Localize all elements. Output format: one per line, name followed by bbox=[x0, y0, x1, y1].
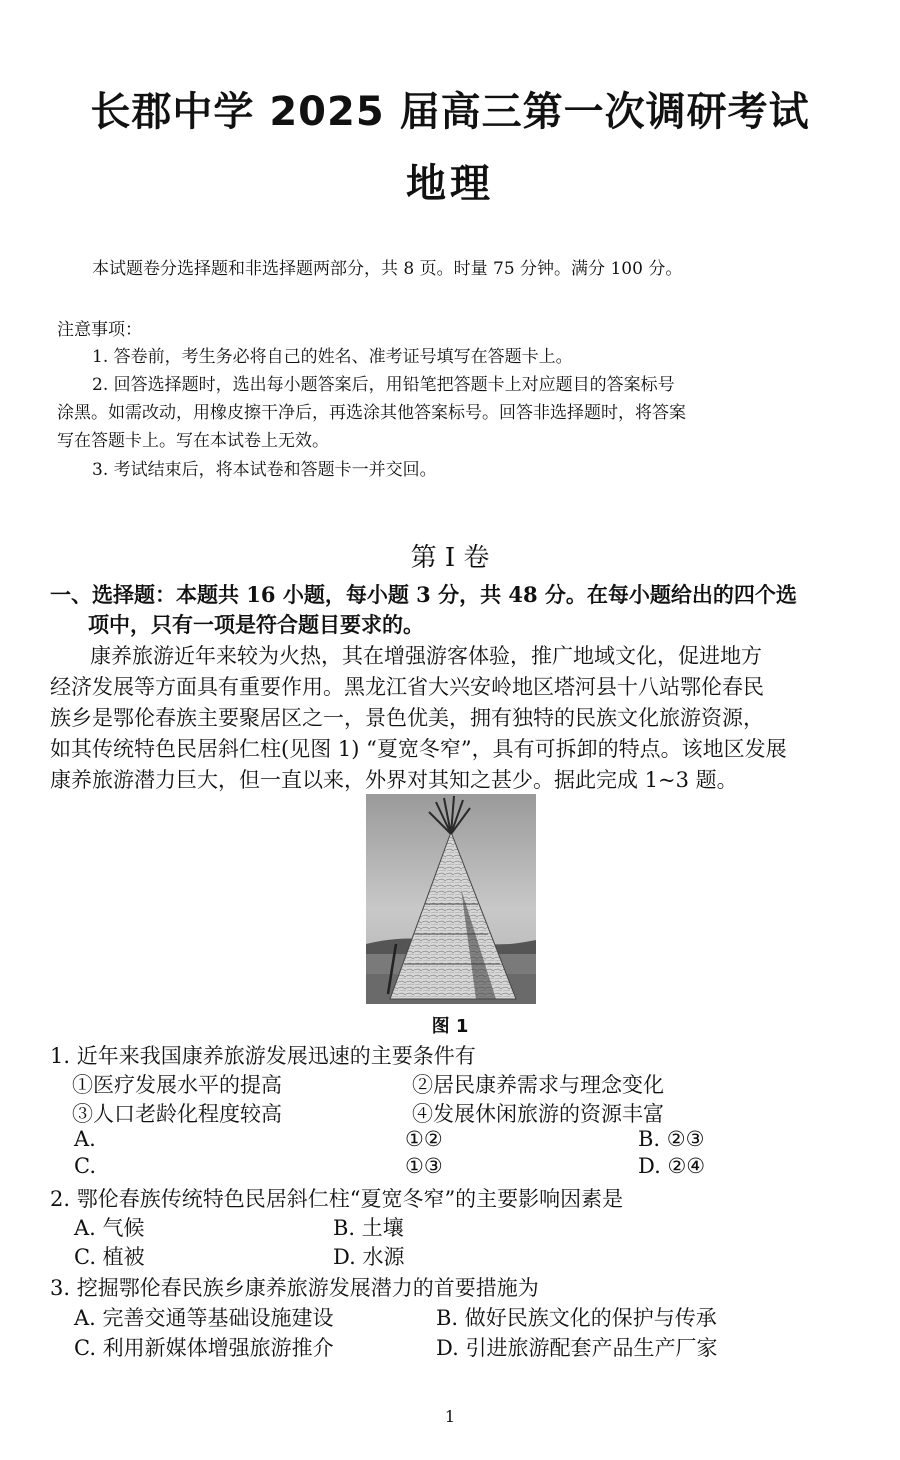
option-c[interactable]: C. 利用新媒体增强旅游推介 bbox=[74, 1336, 334, 1360]
notice-line: 写在答题卡上。写在本试卷上无效。 bbox=[57, 431, 329, 451]
option-c[interactable]: C. 植被 bbox=[74, 1245, 145, 1269]
xierenzhu-photo bbox=[366, 794, 536, 1004]
passage-line: 族乡是鄂伦春族主要聚居区之一，景色优美，拥有独特的民族文化旅游资源， bbox=[50, 706, 764, 730]
question-stem: 3. 挖掘鄂伦春民族乡康养旅游发展潜力的首要措施为 bbox=[50, 1276, 539, 1300]
passage-line: 康养旅游近年来较为火热，其在增强游客体验，推广地域文化，促进地方 bbox=[90, 644, 762, 668]
notice-label: 注意事项： bbox=[57, 320, 142, 340]
section-heading: 项中，只有一项是符合题目要求的。 bbox=[88, 612, 424, 637]
section-heading: 一、选择题：本题共 16 小题，每小题 3 分，共 48 分。在每小题给出的四个选 bbox=[50, 582, 797, 607]
option-c-value[interactable]: ①③ bbox=[405, 1154, 443, 1178]
page-number: 1 bbox=[444, 1407, 456, 1426]
notice-line: 1. 答卷前，考生务必将自己的姓名、准考证号填写在答题卡上。 bbox=[92, 347, 573, 367]
figure-caption: 图 1 bbox=[431, 1016, 469, 1037]
question-stem: 2. 鄂伦春族传统特色民居斜仁柱“夏宽冬窄”的主要影响因素是 bbox=[50, 1187, 624, 1211]
section-title: 第 I 卷 bbox=[410, 543, 490, 573]
option-b[interactable]: B. 做好民族文化的保护与传承 bbox=[436, 1306, 717, 1330]
option-d[interactable]: D. 水源 bbox=[333, 1245, 405, 1269]
option-a[interactable]: A. 气候 bbox=[74, 1216, 145, 1240]
exam-title: 长郡中学 2025 届高三第一次调研考试 bbox=[90, 89, 810, 135]
option-c-label[interactable]: C. bbox=[74, 1154, 96, 1178]
option-b[interactable]: B. ②③ bbox=[638, 1127, 705, 1151]
option-b[interactable]: B. 土壤 bbox=[333, 1216, 404, 1240]
statement-item: ④发展休闲旅游的资源丰富 bbox=[412, 1102, 664, 1126]
notice-line: 涂黑。如需改动，用橡皮擦干净后，再选涂其他答案标号。回答非选择题时，将答案 bbox=[57, 403, 686, 423]
option-a-label[interactable]: A. bbox=[74, 1127, 96, 1151]
option-d[interactable]: D. ②④ bbox=[638, 1154, 706, 1178]
option-d[interactable]: D. 引进旅游配套产品生产厂家 bbox=[436, 1336, 718, 1360]
statement-item: ②居民康养需求与理念变化 bbox=[412, 1073, 664, 1097]
passage-line: 如其传统特色民居斜仁柱(见图 1) “夏宽冬窄”，具有可拆卸的特点。该地区发展 bbox=[50, 737, 787, 761]
statement-item: ①医疗发展水平的提高 bbox=[72, 1073, 282, 1097]
option-a[interactable]: A. 完善交通等基础设施建设 bbox=[74, 1306, 334, 1330]
notice-line: 2. 回答选择题时，选出每小题答案后，用铅笔把答题卡上对应题目的答案标号 bbox=[92, 375, 675, 395]
notice-line: 3. 考试结束后，将本试卷和答题卡一并交回。 bbox=[92, 460, 437, 480]
statement-item: ③人口老龄化程度较高 bbox=[72, 1102, 282, 1126]
question-stem: 1. 近年来我国康养旅游发展迅速的主要条件有 bbox=[50, 1044, 476, 1068]
option-a-value[interactable]: ①② bbox=[405, 1127, 443, 1151]
exam-intro: 本试题卷分选择题和非选择题两部分，共 8 页。时量 75 分钟。满分 100 分。 bbox=[92, 259, 683, 279]
passage-line: 康养旅游潜力巨大，但一直以来，外界对其知之甚少。据此完成 1~3 题。 bbox=[50, 768, 738, 792]
exam-subject: 地理 bbox=[406, 161, 494, 207]
passage-line: 经济发展等方面具有重要作用。黑龙江省大兴安岭地区塔河县十八站鄂伦春民 bbox=[50, 675, 764, 699]
